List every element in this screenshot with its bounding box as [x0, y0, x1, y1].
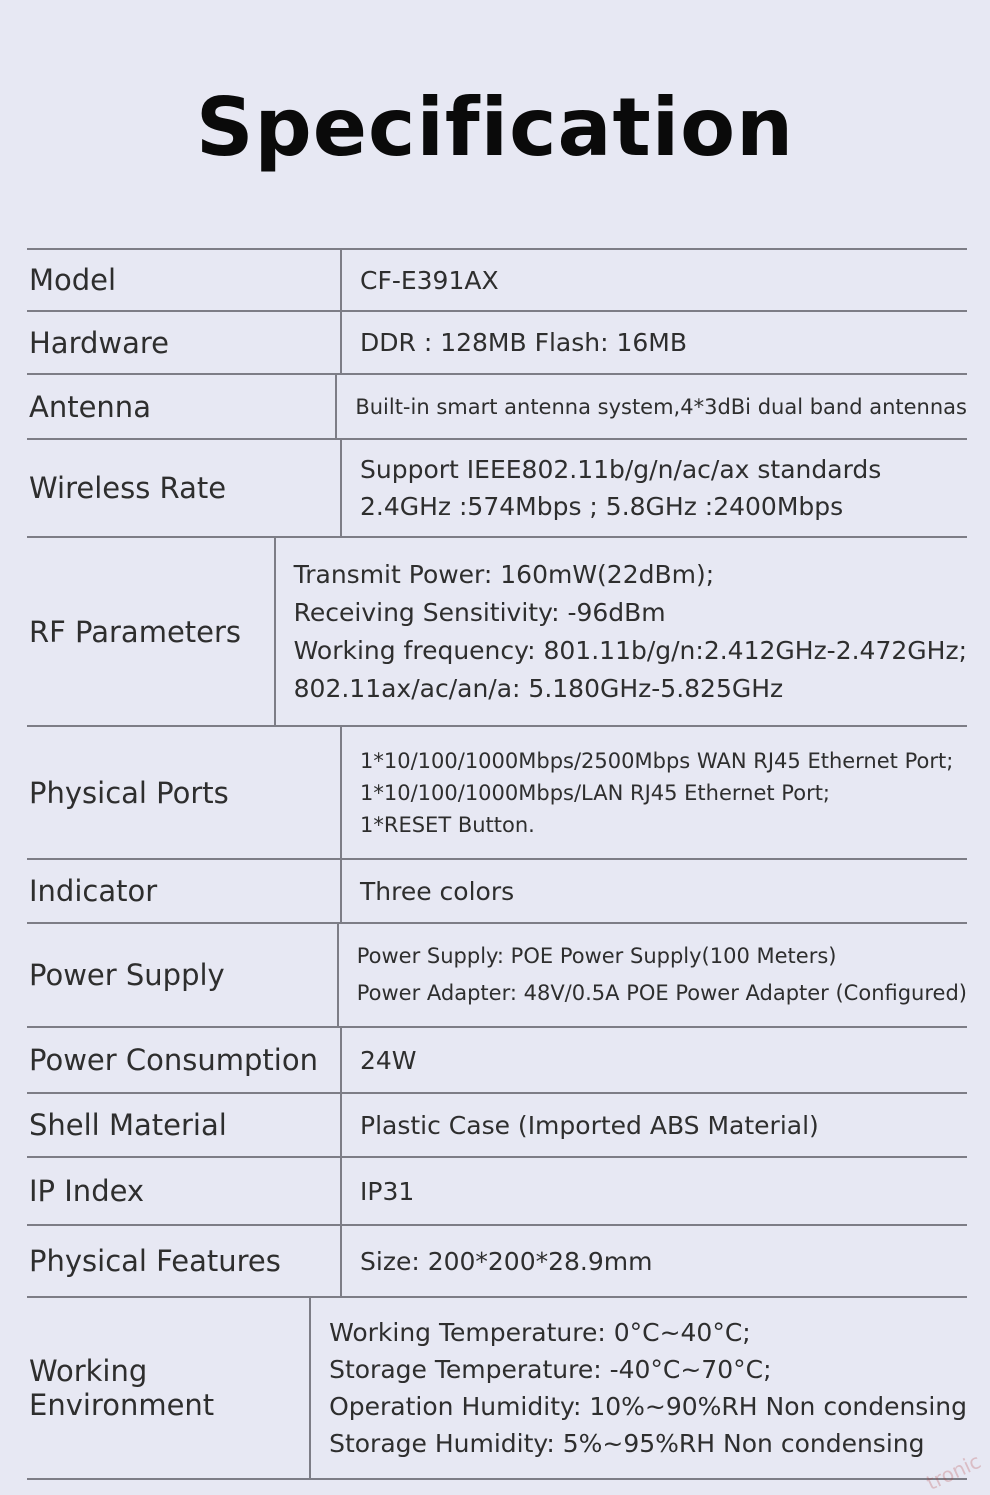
spec-value — [339, 924, 967, 1026]
spec-value — [337, 375, 967, 438]
spec-label: Working Environment — [27, 1298, 311, 1478]
spec-value — [342, 250, 967, 310]
spec-value-line: Plastic Case (Imported ABS Material) — [360, 1110, 819, 1140]
spec-row-hardware — [27, 312, 967, 375]
spec-value-line: Three colors — [360, 876, 515, 906]
spec-value-line: Transmit Power: 160mW(22dBm); — [293, 559, 715, 589]
spec-value-line: 2.4GHz :574Mbps ; 5.8GHz :2400Mbps — [360, 492, 844, 521]
spec-row-physical-features — [27, 1226, 967, 1298]
spec-label: Shell Material — [27, 1094, 342, 1156]
spec-value-line: DDR : 128MB Flash: 16MB — [360, 328, 687, 357]
spec-value — [342, 312, 967, 373]
spec-row-working-environment — [27, 1298, 967, 1480]
spec-value — [342, 860, 967, 922]
spec-value — [342, 1226, 967, 1296]
spec-row-shell-material — [27, 1094, 967, 1158]
spec-value-line: 1*10/100/1000Mbps/LAN RJ45 Ethernet Port; — [360, 780, 831, 805]
spec-value — [342, 440, 967, 536]
spec-label: Power Supply — [27, 924, 339, 1026]
spec-row-wireless-rate — [27, 440, 967, 538]
spec-row-power-supply — [27, 924, 967, 1028]
spec-value — [311, 1298, 967, 1478]
page-title: Specification — [195, 81, 795, 174]
spec-row-physical-ports — [27, 727, 967, 860]
spec-table — [27, 248, 967, 1480]
spec-value — [276, 538, 967, 725]
spec-value-line: Power Supply: POE Power Supply(100 Meters) — [356, 944, 837, 968]
spec-label: Physical Features — [27, 1226, 342, 1296]
spec-value — [342, 1028, 967, 1092]
spec-value-line: 1*10/100/1000Mbps/2500Mbps WAN RJ45 Ethernet Port; — [360, 748, 954, 773]
spec-row-indicator — [27, 860, 967, 924]
spec-value-line: Size: 200*200*28.9mm — [360, 1246, 653, 1276]
spec-value-line: 24W — [360, 1045, 417, 1075]
spec-value-line: Power Adapter: 48V/0.5A POE Power Adapter (Configured) — [356, 981, 967, 1005]
spec-value-line: Built-in smart antenna system,4*3dBi dual band antennas — [355, 394, 967, 419]
spec-value-line: Receiving Sensitivity: -96dBm — [293, 597, 666, 627]
spec-value-line: IP31 — [360, 1176, 415, 1206]
spec-label: Model — [27, 250, 342, 310]
spec-value-line: 1*RESET Button. — [360, 812, 535, 837]
spec-label: Wireless Rate — [27, 440, 342, 536]
spec-label: Antenna — [27, 375, 337, 438]
spec-row-power-consumption — [27, 1028, 967, 1094]
spec-value-line: Storage Humidity: 5%~95%RH Non condensing — [329, 1429, 925, 1458]
spec-row-model — [27, 250, 967, 312]
spec-label: RF Parameters — [27, 538, 276, 725]
spec-value — [342, 727, 967, 858]
spec-row-rf-parameters — [27, 538, 967, 727]
spec-row-ip-index — [27, 1158, 967, 1226]
spec-value-line: Support IEEE802.11b/g/n/ac/ax standards — [360, 455, 882, 484]
spec-value-line: 802.11ax/ac/an/a: 5.180GHz-5.825GHz — [293, 673, 784, 703]
spec-value-line: Storage Temperature: -40°C~70°C; — [329, 1355, 772, 1384]
spec-label: Hardware — [27, 312, 342, 373]
spec-label: IP Index — [27, 1158, 342, 1224]
spec-value-line: Working frequency: 801.11b/g/n:2.412GHz-2.472GHz; — [293, 635, 967, 665]
spec-row-antenna — [27, 375, 967, 440]
watermark-logo: tronic — [922, 1449, 985, 1495]
spec-value-line: Working Temperature: 0°C~40°C; — [329, 1318, 751, 1347]
spec-label: Power Consumption — [27, 1028, 342, 1092]
spec-value — [342, 1094, 967, 1156]
spec-value-line: CF-E391AX — [360, 265, 499, 295]
spec-value — [342, 1158, 967, 1224]
spec-label: Physical Ports — [27, 727, 342, 858]
spec-value-line: Operation Humidity: 10%~90%RH Non condensing — [329, 1392, 967, 1421]
spec-label: Indicator — [27, 860, 342, 922]
